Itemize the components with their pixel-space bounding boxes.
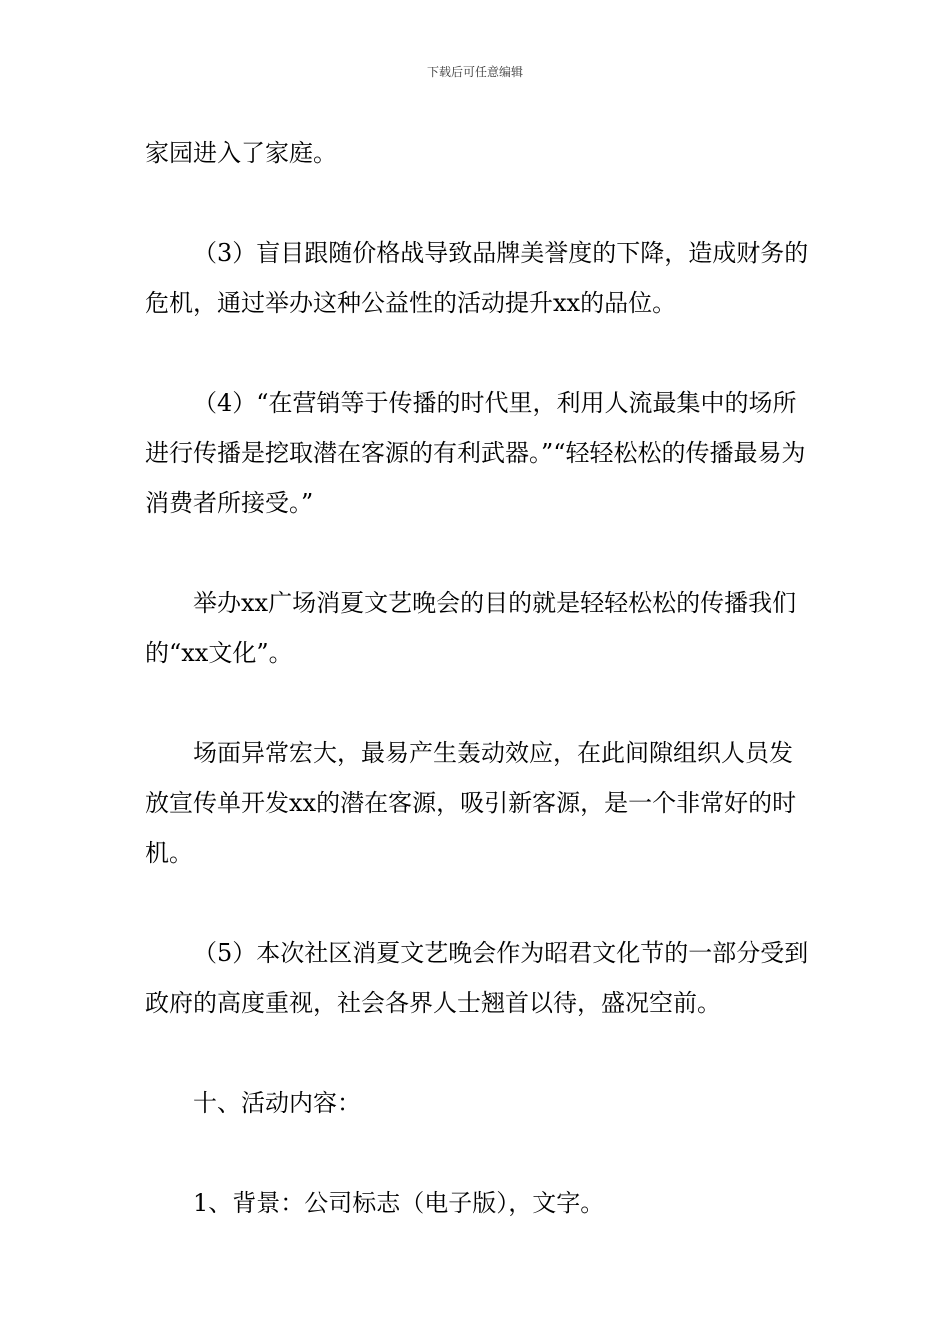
paragraph-spacer [145, 678, 810, 728]
paragraph-spacer [145, 528, 810, 578]
page-header: 下载后可任意编辑 [426, 65, 523, 79]
paragraph-spacer [145, 1128, 810, 1178]
paragraph-2: （3）盲目跟随价格战导致品牌美誉度的下降，造成财务的危机，通过举办这种公益性的活动提升xx的品位。 [145, 239, 809, 317]
paragraph-5: 场面异常宏大，最易产生轰动效应，在此间隙组织人员发放宣传单开发xx的潜在客源，吸引新客源，是一个非常好的时机。 [145, 739, 797, 867]
section-heading-activity-content: 十、活动内容： [193, 1089, 361, 1117]
document-body [145, 128, 810, 1228]
paragraph-6: （5）本次社区消夏文艺晚会作为昭君文化节的一部分受到政府的高度重视，社会各界人士翘首以待，盛况空前。 [145, 939, 809, 1017]
paragraph-4: 举办xx广场消夏文艺晚会的目的就是轻轻松松的传播我们的“xx文化”。 [145, 589, 797, 667]
paragraph-1: 家园进入了家庭。 [145, 139, 337, 167]
list-item-background: 1、背景：公司标志（电子版），文字。 [193, 1189, 605, 1217]
paragraph-3: （4）“在营销等于传播的时代里，利用人流最集中的场所进行传播是挖取潜在客源的有利武器。”“轻轻松松的传播最易为消费者所接受。” [145, 389, 806, 517]
paragraph-spacer [145, 178, 810, 228]
paragraph-spacer [145, 878, 810, 928]
paragraph-spacer [145, 1028, 810, 1078]
paragraph-spacer [145, 328, 810, 378]
